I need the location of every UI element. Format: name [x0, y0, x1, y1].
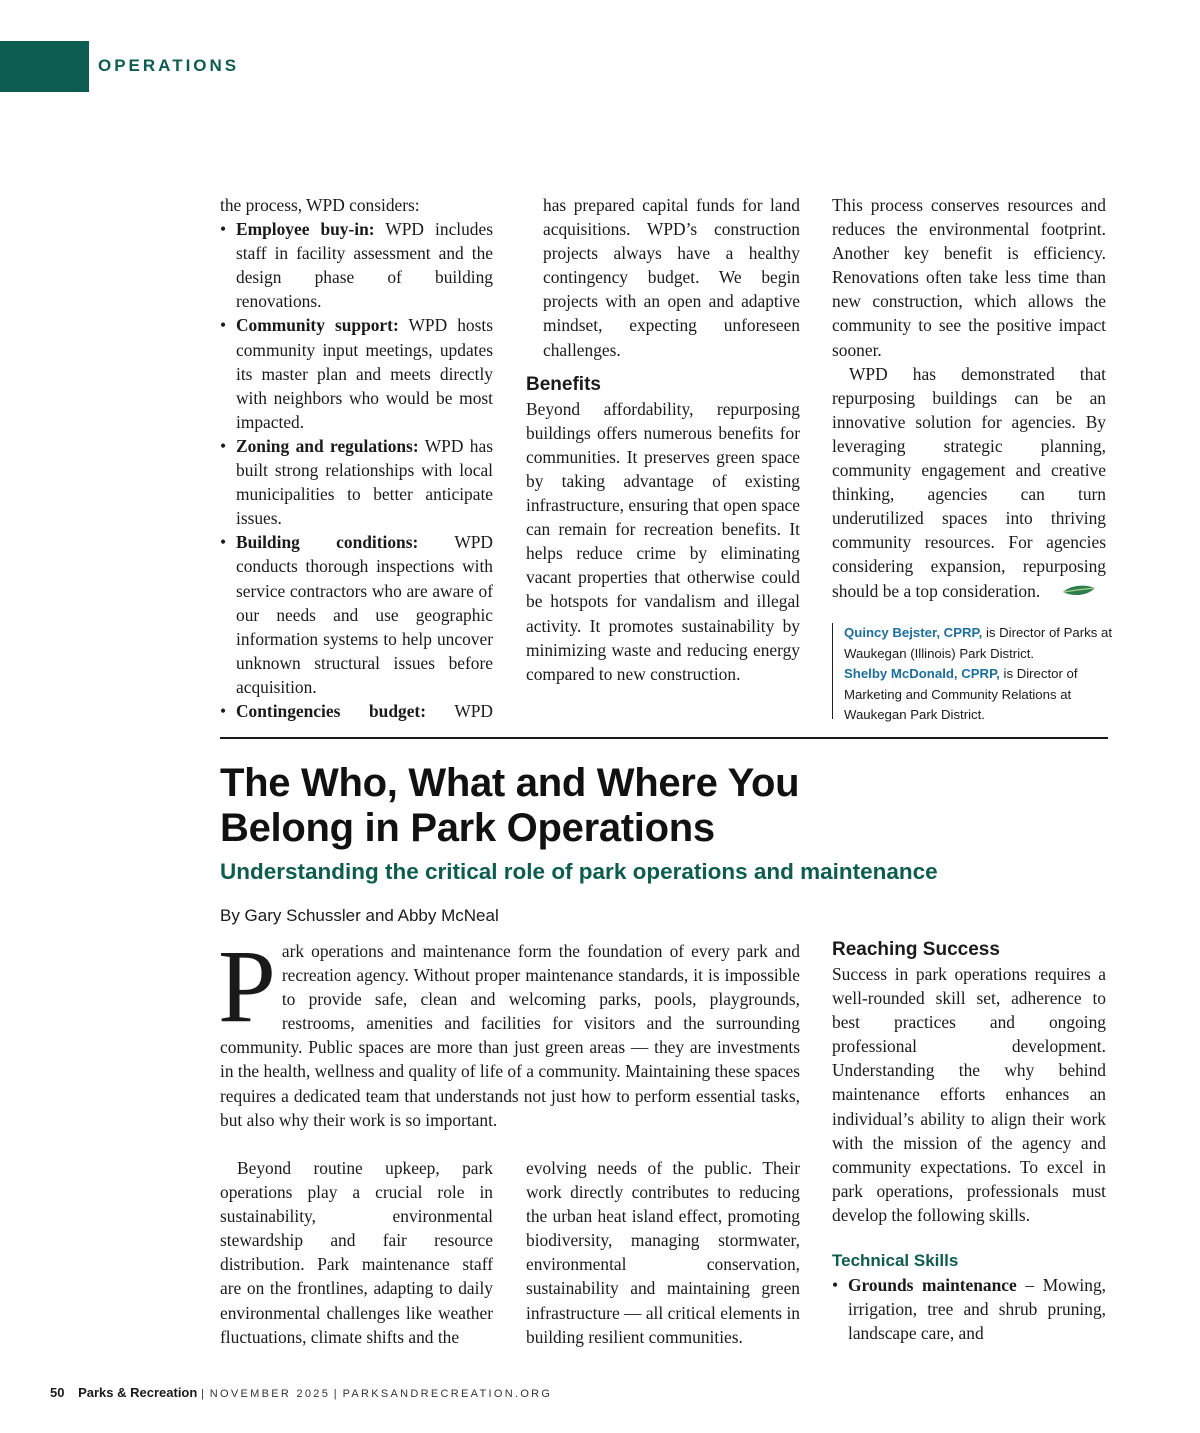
article-byline: By Gary Schussler and Abby McNeal: [220, 906, 499, 925]
list-item: • Employee buy-in: WPD includes staff in facility assessment and the design phase of building renovations.: [220, 217, 493, 313]
page-number: 50: [50, 1385, 65, 1400]
list-item: • Contingencies budget: WPD: [220, 699, 493, 723]
section-label: OPERATIONS: [98, 56, 240, 75]
benefits-heading: Benefits: [526, 373, 601, 395]
website: PARKSANDRECREATION.ORG: [342, 1388, 553, 1400]
technical-skills-heading: Technical Skills: [832, 1251, 959, 1271]
continued-paragraph: has prepared capital funds for land acquisitions. WPD’s construction projects always have a healthy contingency budget. We begin projects with an open and adaptive mindset, expecting unforeseen challenges.: [543, 195, 800, 360]
list-item: • Zoning and regulations: WPD has built strong relationships with local municipalities to better anticipate issues.: [220, 434, 493, 530]
article-deck: Understanding the critical role of park operations and maintenance: [220, 859, 938, 884]
body-paragraph: evolving needs of the public. Their work directly contributes to reducing the urban heat island effect, promoting biodiversity, managing stormwater, environmental conservation, sustainability and maintaining green infrastructure — all critical elements in building resilient communities.: [526, 1158, 800, 1347]
list-item: • Community support: WPD hosts community input meetings, updates its master plan and meets directly with neighbors who would be most impacted.: [220, 313, 493, 433]
body-paragraph: Success in park operations requires a well-rounded skill set, adherence to best practices and ongoing professional development. Understanding the why behind maintenance efforts enhances an individual’s ability to align their work with the mission of the agency and community expectations. To excel in park operations, professionals must develop the following skills.: [832, 964, 1106, 1225]
footer-separator: |: [200, 1388, 207, 1400]
author-name: Shelby McDonald, CPRP,: [844, 666, 1000, 682]
footer-separator: |: [333, 1388, 339, 1400]
section-tab-marker: [0, 41, 89, 92]
article-column-1: [220, 1156, 493, 1349]
list-item: • Building conditions: WPD conducts thorough inspections with service contractors who are aware of our needs and use geographic information systems to help uncover unknown structural issues before acquisition.: [220, 530, 493, 699]
prev-article-column-1: [220, 193, 493, 723]
article-column-2: [526, 1156, 800, 1349]
column-intro: the process, WPD considers:: [220, 195, 420, 215]
considerations-list: [220, 217, 493, 723]
body-paragraph: This process conserves resources and reduces the environmental footprint. Another key benefit is efficiency. Renovations often take less time than new construction, which allows the community to see the positive impact sooner.: [832, 195, 1106, 360]
author-name: Quincy Bejster, CPRP,: [844, 625, 983, 640]
drop-cap: P: [218, 929, 276, 1044]
benefits-paragraph: Beyond affordability, repurposing buildings offers numerous benefits for communities. It preserves green space by taking advantage of existing infrastructure, ensuring that open space can remain for recreation benefits. It helps reduce crime by eliminating vacant properties that otherwise could be hotspots for vandalism and illegal activity. It promotes sustainability by minimizing waste and reducing energy compared to new construction.: [526, 398, 800, 684]
article-column-3: [832, 938, 1106, 1345]
skills-list: [832, 1273, 1106, 1345]
author-bio: Quincy Bejster, CPRP, is Director of Parks at Waukegan (Illinois) Park District. Shelby McDonald, CPRP, is Director of Marketing and Community Relations at Waukegan Park District.: [832, 623, 1119, 719]
page-footer: [50, 1384, 850, 1403]
body-paragraph: Beyond routine upkeep, park operations play a crucial role in sustainability, environmental stewardship and fair resource distribution. Park maintenance staff are on the frontlines, adapting to daily environmental challenges like weather fluctuations, climate shifts and the: [220, 1158, 493, 1347]
body-paragraph: WPD has demonstrated that repurposing buildings can be an innovative solution for agencies. By leveraging strategic planning, community engagement and creative thinking, agencies can turn underutilized spaces into thriving community resources. For agencies considering expansion, repurposing should be a top consideration.: [832, 362, 1106, 605]
reaching-success-heading: Reaching Success: [832, 939, 1000, 960]
lead-paragraph: P ark operations and maintenance form the foundation of every park and recreation agency. Without proper maintenance standards, it is impossible to provide safe, clean and welcoming parks, pools, playgrounds, restrooms, amenities and facilities for visitors and the surrounding community. Public spaces are more than just green areas — they are investments in the health, wellness and quality of life of a community. Maintaining these spaces requires a dedicated team that understands not just how to perform essential tasks, but also why their work is so important.: [218, 929, 800, 1130]
list-item: • Grounds maintenance – Mowing, irrigation, tree and shrub pruning, landscape care, and: [832, 1273, 1106, 1345]
leaf-icon: [1044, 580, 1097, 604]
magazine-name: Parks & Recreation: [78, 1385, 198, 1400]
article-title: The Who, What and Where You Belong in Park Operations: [220, 761, 800, 850]
article-divider: [220, 737, 1108, 739]
prev-article-column-3: [832, 193, 1106, 605]
prev-article-column-2: [526, 193, 800, 686]
issue-date: NOVEMBER 2025: [209, 1388, 331, 1400]
